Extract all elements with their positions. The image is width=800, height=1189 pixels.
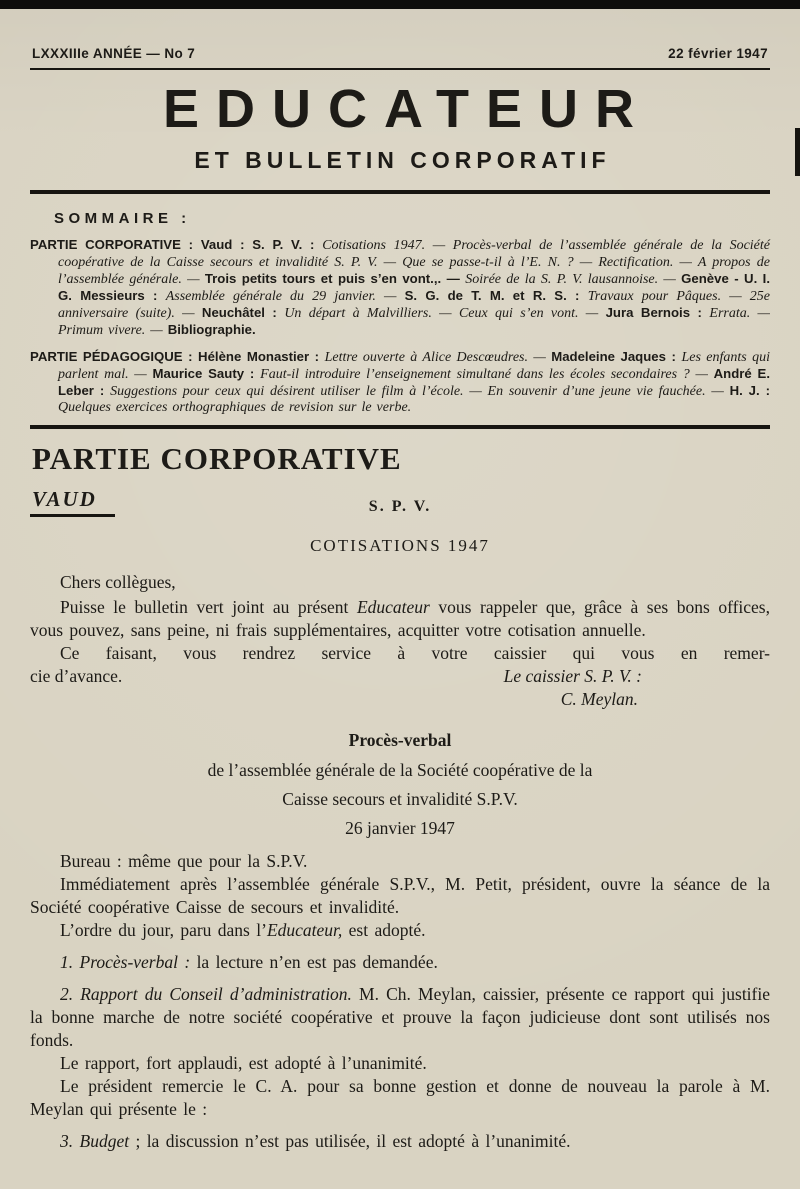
text-run: Bureau : même que pour la S.P.V. [60, 851, 308, 872]
text-run: M. Ch. Meylan, caissier, présente ce rapport qui justifie la bonne marche de notre société coopérative et prouve la façon judicieuse dont sont utilisés nos fonds. [30, 984, 770, 1051]
issue-number: LXXXIIIe ANNÉE — No 7 [32, 46, 196, 61]
text-run: Les enfants qui parlent mal. — [58, 349, 770, 382]
pv-paragraph-0 [30, 850, 770, 873]
closing-line-2: cie d’avance. [30, 666, 123, 687]
text-run: S. G. de T. M. et R. S. : [404, 288, 588, 303]
issue-date: 22 février 1947 [668, 46, 768, 61]
text-run: Cotisations 1947. — Procès-verbal de l’assemblée générale de la Société coopérative de la Caisse secours et invalidité S. P. V. — Que se passe-t-il à l’E. N. ? — Rectification. — A propos de l’assemblée générale. — [58, 238, 770, 287]
text-run: Immédiatement après l’assemblée générale S.P.V., M. Petit, président, ouvre la séance de la Société coopérative Caisse de secours et invalidité. [30, 874, 770, 918]
masthead-rule [30, 68, 770, 70]
text-run: Soirée de la S. P. V. lausannoise. — [465, 271, 682, 287]
text-run: Suggestions pour ceux qui désirent utiliser le film à l’école. — En souvenir d’une jeune vie fauchée. — [110, 384, 730, 400]
text-run: vous rappeler que, grâce à ses bons offices, vous pouvez, sans peine, ni frais supplémentaires, acquitter votre cotisation annuelle. [30, 597, 770, 641]
sommaire-label: SOMMAIRE : [54, 210, 191, 228]
text-run: 2. Rapport du Conseil d’administration. [60, 984, 352, 1005]
journal-title: EDUCATEUR [163, 79, 651, 139]
salutation-line: Chers collègues, [60, 572, 176, 593]
text-run: Travaux pour Pâques. — 25e anniversaire (suite). — [58, 289, 770, 322]
thick-rule-mid [30, 425, 770, 429]
text-run: est adopté. [342, 920, 426, 941]
closing-line-1: Ce faisant, vous rendrez service à votre caissier qui vous en remer- [60, 643, 770, 664]
pv-paragraph-3 [30, 951, 770, 974]
text-run: Neuchâtel : [201, 305, 285, 321]
toc-partie-corporative [30, 237, 770, 339]
org-label: S. P. V. [368, 498, 432, 516]
pv-date: 26 janvier 1947 [345, 818, 455, 839]
article-title: COTISATIONS 1947 [310, 536, 490, 556]
region-row [30, 488, 770, 522]
scan-edge-top [0, 0, 800, 9]
pv-paragraph-7 [30, 1130, 770, 1153]
text-run: H. J. : [729, 383, 770, 399]
section-heading: PARTIE CORPORATIVE [32, 441, 402, 477]
pv-paragraph-1 [30, 873, 770, 919]
journal-subtitle: ET BULLETIN CORPORATIF [194, 147, 611, 174]
pv-paragraph-6 [30, 1075, 770, 1121]
text-run: 3. Budget [60, 1131, 130, 1152]
text-run: Le rapport, fort applaudi, est adopté à l’unanimité. [60, 1053, 427, 1074]
signature-role: Le caissier S. P. V. : [503, 666, 642, 687]
text-run: André E. Leber : [58, 365, 771, 399]
text-run: PARTIE PÉDAGOGIQUE : Hélène Monastier : [30, 348, 325, 364]
text-run: Educateur, [266, 920, 343, 941]
partie-corporative-section [30, 441, 770, 1153]
pv-paragraph-2 [30, 919, 770, 942]
text-run: Genève - U. I. G. Messieurs : [58, 270, 770, 303]
masthead [30, 46, 770, 194]
text-run: PARTIE CORPORATIVE : Vaud : S. P. V. : [30, 237, 323, 253]
pv-heading-block [30, 729, 770, 840]
pv-paragraph-5 [30, 1052, 770, 1075]
text-run: Maurice Sauty : [152, 365, 261, 381]
pv-subtitle-1: de l’assemblée générale de la Société coopérative de la [207, 760, 593, 781]
text-run: Le président remercie le C. A. pour sa bonne gestion et donne de nouveau la parole à M. Meylan qui présente le : [30, 1076, 770, 1120]
text-run: Quelques exercices orthographiques de revision sur le verbe. [58, 400, 412, 416]
pv-title: Procès-verbal [348, 730, 452, 751]
text-run: la lecture n’en est pas demandée. [190, 952, 438, 973]
text-run: Bibliographie. [167, 322, 256, 338]
text-run: Faut-il introduire l’enseignement simultané dans les écoles secondaires ? — [260, 366, 714, 382]
text-run: Jura Bernois : [605, 305, 710, 321]
text-run: Educateur [356, 597, 430, 618]
sommaire-section [30, 210, 770, 429]
signature-name: C. Meylan. [560, 689, 638, 710]
text-run: ; la discussion n’est pas utilisée, il est adopté à l’unanimité. [129, 1131, 571, 1152]
closing-row [30, 665, 770, 688]
region-label: VAUD [30, 488, 115, 517]
body-paragraph [30, 596, 770, 642]
toc-partie-pedagogique [30, 349, 770, 417]
text-run: 1. Procès-verbal : [60, 952, 191, 973]
scan-artifact-right [795, 128, 800, 176]
text-run: Madeleine Jaques : [551, 348, 682, 364]
text-run: Puisse le bulletin vert joint au présent [60, 597, 357, 618]
text-run: L’ordre du jour, paru dans l’ [60, 920, 267, 941]
text-run: Assemblée générale du 29 janvier. — [165, 289, 405, 304]
text-run: Lettre ouverte à Alice Descœudres. — [324, 349, 552, 365]
thick-rule-top [30, 190, 770, 194]
text-run: Trois petits tours et puis s’en vont.,. — [204, 270, 466, 286]
masthead-row [30, 46, 770, 68]
text-run: Un départ à Malvilliers. — Ceux qui s’en vont. — [284, 306, 606, 322]
pv-subtitle-2: Caisse secours et invalidité S.P.V. [282, 789, 518, 810]
text-run: Errata. — Primum vivere. — [58, 306, 770, 339]
pv-paragraph-4 [30, 983, 770, 1052]
